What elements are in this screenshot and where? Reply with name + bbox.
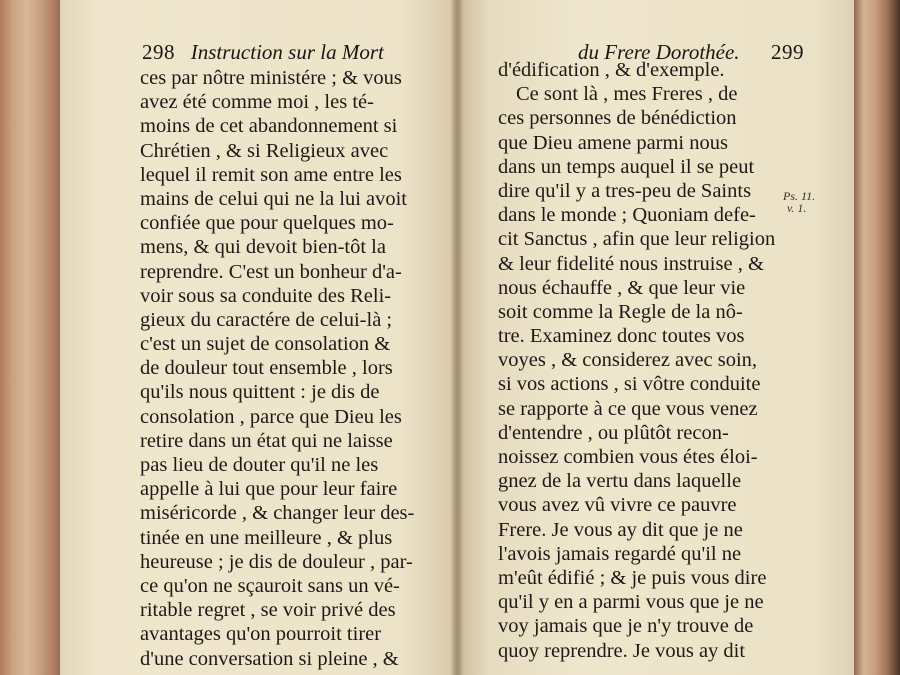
text-line: ce qu'on ne sçauroit sans un vé-	[140, 574, 400, 597]
text-line: Frere. Je vous ay dit que je ne	[498, 518, 743, 541]
text-line: cit Sanctus , afin que leur religion	[498, 228, 776, 251]
text-line: ces par nôtre ministére ; & vous	[140, 67, 402, 89]
right-page-body	[498, 58, 775, 663]
text-line: consolation , parce que Dieu les	[140, 405, 402, 428]
text-line: ritable regret , se voir privé des	[140, 599, 396, 622]
text-line: lequel il remit son ame entre les	[140, 163, 402, 186]
text-line: avez été comme moi , les té-	[140, 91, 374, 114]
text-line: dans un temps auquel il se peut	[498, 155, 755, 178]
right-running-head: du Frere Dorothée.	[578, 40, 740, 64]
text-line: voyes , & considerez avec soin,	[498, 349, 758, 372]
marginal-reference	[783, 190, 815, 214]
text-line: que Dieu amene parmi nous	[498, 131, 728, 154]
text-line: qu'ils nous quittent : je dis de	[140, 381, 380, 404]
text-line: d'entendre , ou plûtôt recon-	[498, 421, 729, 444]
text-line: voy jamais que je n'y trouve de	[498, 615, 754, 638]
text-line: Ce sont là , mes Freres , de	[516, 83, 738, 106]
text-line: vous avez vû vivre ce pauvre	[498, 494, 737, 517]
text-line: mains de celui qui ne la lui avoit	[140, 187, 408, 210]
text-line: ces personnes de bénédiction	[498, 107, 737, 130]
left-page-body	[140, 66, 414, 671]
text-line: nous échauffe , & que leur vie	[498, 276, 746, 299]
left-page	[60, 0, 458, 675]
text-line: avantages qu'on pourroit tirer	[140, 623, 382, 646]
left-page-number: 298	[142, 40, 175, 64]
text-line: m'eût édifié ; & je puis vous dire	[498, 566, 767, 589]
text-line: gieux du caractére de celui-là ;	[140, 308, 393, 331]
text-line: tre. Examinez donc toutes vos	[498, 325, 745, 348]
text-line: noissez combien vous étes éloi-	[498, 446, 758, 468]
text-line: dans le monde ; Quoniam defe-	[498, 204, 756, 227]
text-line: Chrétien , & si Religieux avec	[140, 139, 389, 162]
text-line: si vos actions , si vôtre conduite	[498, 373, 761, 396]
text-line: dire qu'il y a tres-peu de Saints	[498, 179, 752, 202]
text-line: quoy reprendre. Je vous ay dit	[498, 639, 746, 662]
text-line: & leur fidelité nous instruise , &	[498, 252, 764, 275]
text-line: pas lieu de douter qu'il ne les	[140, 454, 379, 476]
book-gutter	[450, 0, 464, 675]
text-line: l'avois jamais regardé qu'il ne	[498, 542, 742, 565]
text-line: soit comme la Regle de la nô-	[498, 300, 743, 323]
text-line: d'une conversation si pleine , &	[140, 647, 399, 670]
left-page-header	[142, 40, 384, 65]
text-line: retire dans un état qui ne laisse	[140, 429, 393, 452]
text-line: mens, & qui devoit bien-tôt la	[140, 236, 386, 259]
page-edges	[854, 0, 900, 675]
text-line: d'édification , & d'exemple.	[498, 59, 725, 81]
text-line: tinée en une meilleure , & plus	[140, 526, 393, 549]
text-line: voir sous sa conduite des Reli-	[140, 284, 392, 307]
text-line: heureuse ; je dis de douleur , par-	[140, 550, 413, 573]
text-line: c'est un sujet de consolation &	[140, 333, 391, 356]
text-line: de douleur tout ensemble , lors	[140, 357, 393, 380]
marginal-line: Ps. 11.	[783, 189, 816, 203]
right-page-number: 299	[771, 40, 805, 64]
text-line: reprendre. C'est un bonheur d'a-	[140, 260, 402, 283]
left-running-head: Instruction sur la Mort	[190, 40, 384, 64]
text-line: miséricorde , & changer leur des-	[140, 502, 415, 525]
marginal-line: v. 1.	[787, 201, 807, 215]
text-line: gnez de la vertu dans laquelle	[498, 470, 742, 493]
right-page	[458, 0, 856, 675]
text-line: moins de cet abandonnement si	[140, 115, 398, 138]
text-line: confiée que pour quelques mo-	[140, 212, 394, 235]
text-line: appelle à lui que pour leur faire	[140, 478, 398, 501]
text-line: qu'il y en a parmi vous que je ne	[498, 591, 764, 614]
text-line: se rapporte à ce que vous venez	[498, 397, 758, 420]
